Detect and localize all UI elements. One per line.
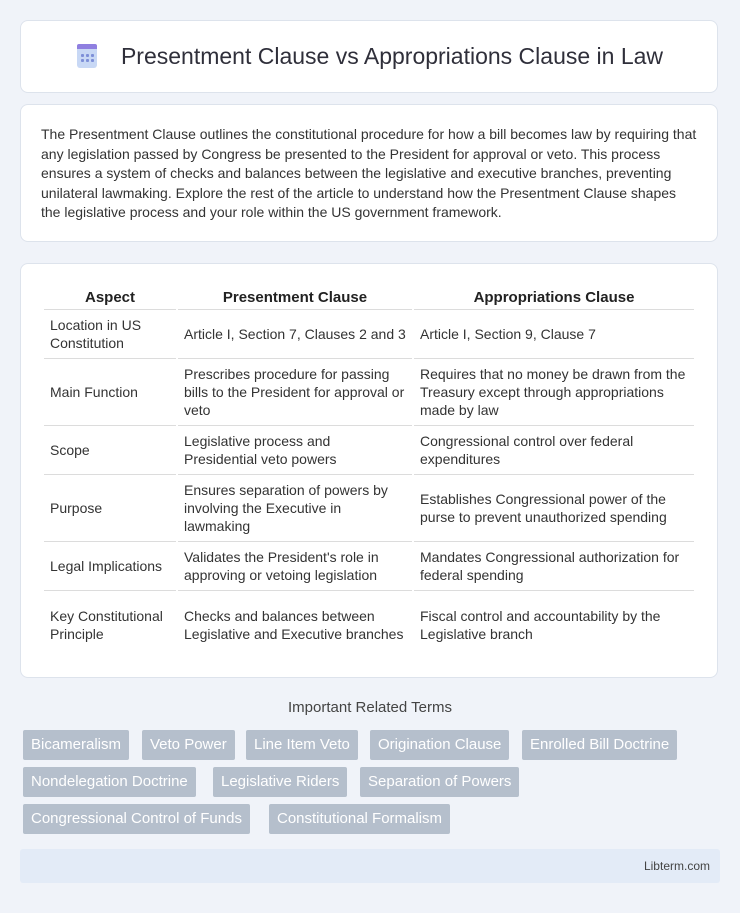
tag-origination-clause[interactable]: Origination Clause bbox=[370, 730, 509, 760]
table-cell: Key Constitutional Principle bbox=[50, 607, 163, 642]
footer-site-link[interactable]: Libterm.com bbox=[643, 859, 710, 873]
table-cell: Article I, Section 9, Clause 7 bbox=[414, 310, 694, 359]
table-row bbox=[44, 475, 694, 542]
table-row bbox=[44, 542, 694, 591]
table-cell: Scope bbox=[44, 426, 176, 475]
tag-constitutional-formalism[interactable]: Constitutional Formalism bbox=[269, 804, 450, 834]
table-cell: Legal Implications bbox=[44, 542, 176, 591]
tag-bicameralism[interactable]: Bicameralism bbox=[23, 730, 129, 760]
table-cell: Validates the President's role in approving or vetoing legislation bbox=[178, 542, 412, 591]
tag-veto-power[interactable]: Veto Power bbox=[142, 730, 235, 760]
intro-text: The Presentment Clause outlines the constitutional procedure for how a bill becomes law by requiring that any legislation passed by Congress be presented to the President for approval or veto. This process ensures a system of checks and balances between the legislative and executive branches, preventing unilateral lawmaking. Explore the rest of the article to understand how the Presentment Clause shapes the legislative process and your role within the US government framework. bbox=[41, 126, 697, 220]
column-header-appropriations: Appropriations Clause bbox=[414, 284, 694, 310]
comparison-table bbox=[42, 284, 696, 658]
table-cell: Ensures separation of powers by involving the Executive in lawmaking bbox=[178, 475, 412, 542]
table-cell: Location in US Constitution bbox=[44, 310, 176, 359]
table-row bbox=[44, 310, 694, 359]
page-title: Presentment Clause vs Appropriations Clause in Law bbox=[120, 43, 664, 69]
document-list-icon bbox=[75, 44, 99, 70]
tag-line-item-veto[interactable]: Line Item Veto bbox=[246, 730, 358, 760]
footer bbox=[20, 849, 720, 883]
table-row bbox=[44, 591, 694, 658]
comparison-card bbox=[20, 263, 718, 678]
related-terms-title: Important Related Terms bbox=[288, 699, 452, 716]
table-cell: Main Function bbox=[44, 359, 176, 426]
table-cell: Checks and balances between Legislative and Executive branches bbox=[184, 607, 404, 642]
table-cell: Prescribes procedure for passing bills to the President for approval or veto bbox=[178, 359, 412, 426]
table-cell: Fiscal control and accountability by the Legislative branch bbox=[420, 607, 661, 642]
table-cell: Establishes Congressional power of the purse to prevent unauthorized spending bbox=[414, 475, 694, 542]
table-cell: Legislative process and Presidential veto powers bbox=[178, 426, 412, 475]
tag-separation-of-powers[interactable]: Separation of Powers bbox=[360, 767, 519, 797]
table-cell: Requires that no money be drawn from the Treasury except through appropriations made by law bbox=[414, 359, 694, 426]
column-header-presentment: Presentment Clause bbox=[178, 284, 412, 310]
table-cell: Mandates Congressional authorization for federal spending bbox=[414, 542, 694, 591]
column-header-aspect: Aspect bbox=[44, 284, 176, 310]
table-row bbox=[44, 426, 694, 475]
tag-legislative-riders[interactable]: Legislative Riders bbox=[213, 767, 347, 797]
tag-enrolled-bill-doctrine[interactable]: Enrolled Bill Doctrine bbox=[522, 730, 677, 760]
table-cell: Purpose bbox=[44, 475, 176, 542]
tag-congressional-control-of-funds[interactable]: Congressional Control of Funds bbox=[23, 804, 250, 834]
table-cell: Article I, Section 7, Clauses 2 and 3 bbox=[178, 310, 412, 359]
table-row bbox=[44, 359, 694, 426]
table-header-row bbox=[44, 284, 694, 310]
table-cell: Congressional control over federal expenditures bbox=[414, 426, 694, 475]
intro-card bbox=[20, 104, 718, 242]
tag-nondelegation-doctrine[interactable]: Nondelegation Doctrine bbox=[23, 767, 196, 797]
title-card bbox=[20, 20, 718, 93]
